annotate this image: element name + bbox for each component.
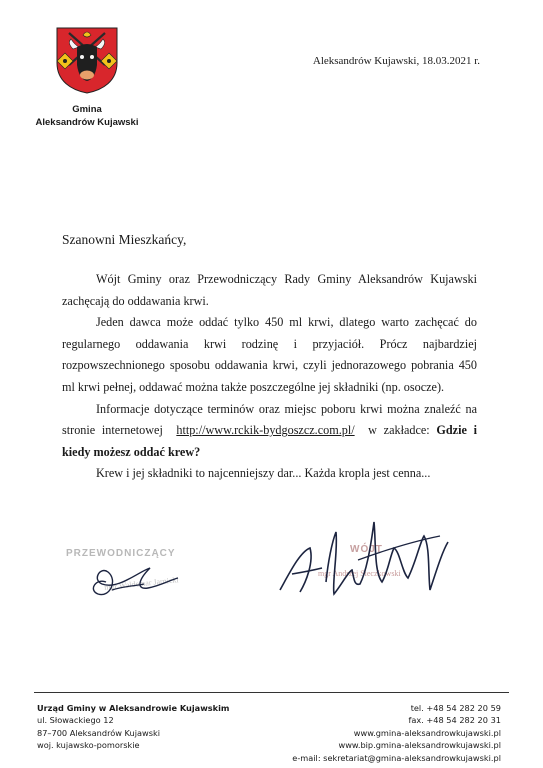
footer-divider xyxy=(34,692,509,693)
office-www[interactable]: www.gmina-aleksandrowkujawski.pl xyxy=(353,727,501,738)
office-bip[interactable]: www.bip.gmina-aleksandrowkujawski.pl xyxy=(338,740,501,751)
rckik-link[interactable]: http://www.rckik-bydgoszcz.com.pl/ xyxy=(176,423,355,438)
letter-date: Aleksandrów Kujawski, 18.03.2021 r. xyxy=(312,55,480,67)
paragraph-3-text: Informacje dotyczące terminów oraz miejsc poboru krwi można znaleźć na stronie internetowej xyxy=(62,401,477,438)
left-stamp-name: mgr Waldemar Jarnicki xyxy=(103,575,180,592)
office-street: ul. Słowackiego 12 xyxy=(37,715,114,726)
logo-title-line1: Gmina xyxy=(72,104,102,115)
footer-contact xyxy=(241,702,501,764)
right-stamp-title: WÓJT xyxy=(350,544,383,555)
paragraph-1: Wójt Gminy oraz Przewodniczący Rady Gminy Aleksandrów Kujawski zachęcają do oddawania krwi. xyxy=(62,272,477,308)
office-email[interactable]: e-mail: sekretariat@gmina-aleksandrowkujawski.pl xyxy=(292,752,501,763)
paragraph-3-tab: w zakładce: xyxy=(368,423,430,438)
salutation: Szanowni Mieszkańcy, xyxy=(62,232,187,247)
office-region: woj. kujawsko-pomorskie xyxy=(37,740,140,751)
office-name: Urząd Gminy w Aleksandrowie Kujawskim xyxy=(37,703,230,713)
paragraph-3 xyxy=(62,399,477,464)
office-city: 87–700 Aleksandrów Kujawski xyxy=(37,727,160,738)
right-stamp-name: mgr Andrzej Sieczkowski xyxy=(318,569,401,578)
letter-body xyxy=(62,269,477,485)
coat-of-arms-logo xyxy=(51,25,123,95)
right-signature xyxy=(270,512,460,612)
left-signature xyxy=(78,550,188,600)
paragraph-3-bold: Gdzie i kiedy możesz oddać krew? xyxy=(62,423,478,459)
paragraph-2: Jeden dawca może oddać tylko 450 ml krwi, dlatego warto zachęcać do regularnego oddawania krwi rodzinę i przyjaciół. Prócz najbardziej rozpowszechnionego sposobu oddawania krwi, czyli jednorazowego pobrania 450 ml krwi pełnej, oddawać można także poszczególne jej składniki (np. osocze). xyxy=(62,315,477,394)
office-fax: fax. +48 54 282 20 31 xyxy=(408,715,501,726)
office-tel: tel. +48 54 282 20 59 xyxy=(410,703,501,713)
paragraph-4: Krew i jej składniki to najcenniejszy dar... Każda kropla jest cenna... xyxy=(96,466,431,481)
logo-title-line2: Aleksandrów Kujawski xyxy=(35,117,139,128)
left-stamp-title: PRZEWODNICZĄCY xyxy=(66,548,176,559)
